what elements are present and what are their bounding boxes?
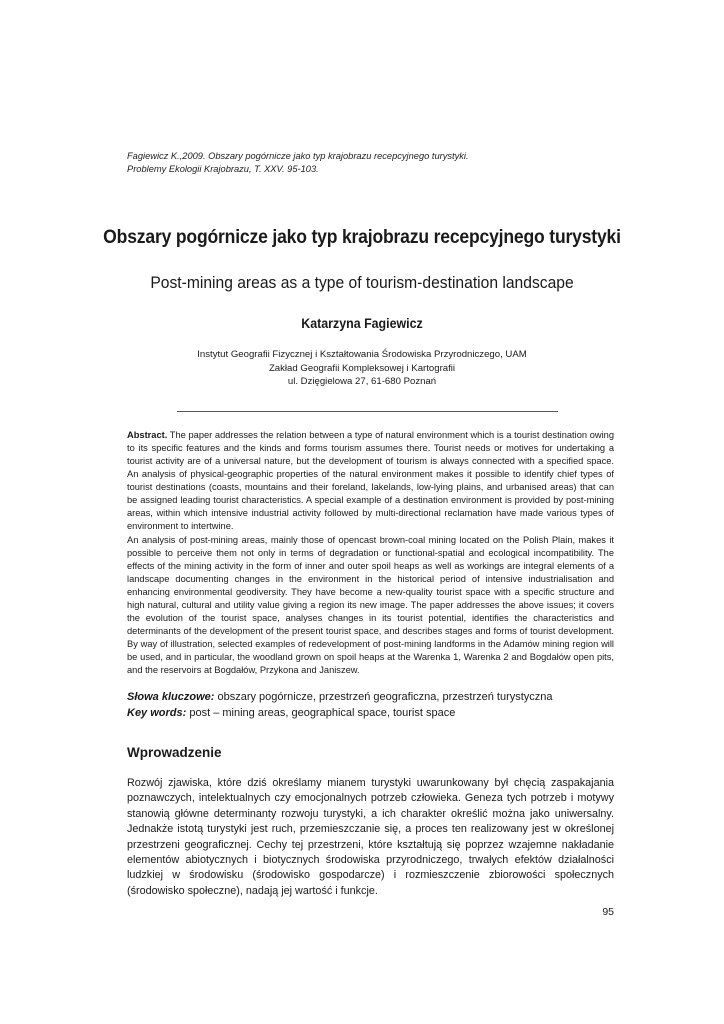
abstract-text-1: The paper addresses the relation between a type of natural environment which is a tourist destination owing to its specific features and the kinds and forms tourism assumes there. Tourist needs or motives for undertaking a tourist activity are of a universal nature, but the development of tourism is always connected with a specified space. An analysis of physical-geographic properties of the natural environment makes it possible to identify chief types of tourist destinations (coasts, mountains and their foreland, lakelands, low-lying plains, and urbanised areas) that can be assigned leading tourist characteristics. A special example of a destination environment is provided by post-mining areas, within which intensive industrial activity followed by multi-directional reclamation have made various types of environment to intertwine. xyxy=(127,430,614,531)
citation-line-2: Problemy Ekologii Krajobrazu, T. XXV. 95-103. xyxy=(127,164,319,174)
keywords-polish-text: obszary pogórnicze, przestrzeń geograficzna, przestrzeń turystyczna xyxy=(214,691,553,703)
paper-subtitle: Post-mining areas as a type of tourism-destination landscape xyxy=(150,273,574,292)
abstract-paragraph-1 xyxy=(127,429,614,533)
abstract-label: Abstract. xyxy=(127,430,168,440)
paper-title: Obszary pogórnicze jako typ krajobrazu recepcyjnego turystyki xyxy=(103,226,621,248)
keywords-polish-label: Słowa kluczowe: xyxy=(127,691,215,703)
author-name: Katarzyna Fagiewicz xyxy=(301,316,423,331)
citation xyxy=(127,150,469,176)
keywords-english-label: Key words: xyxy=(127,707,187,719)
citation-line-1: Fagiewicz K.,2009. Obszary pogórnicze jako typ krajobrazu recepcyjnego turystyki. xyxy=(127,151,469,161)
page-number: 95 xyxy=(602,906,614,918)
intro-paragraph: Rozwój zjawiska, które dziś określamy mianem turystyki uwarunkowany był chęcią zaspakajania poznawczych, intelektualnych czy emocjonalnych potrzeb człowieka. Geneza tych potrzeb i motywy stanowią główne determinanty rozwoju turystyki, a ich charakter określić można jako uniwersalny. Jednakże istotą turystyki jest ruch, przemieszczanie się, a proces ten realizowany jest w określonej przestrzeni geograficznej. Cechy tej przestrzeni, które kształtują się poprzez wzajemne nakładanie elementów abiotycznych i biotycznych środowiska przyrodniczego, trwałych efektów działalności ludzkiej w środowisku (środowisko gospodarcze) i rozmieszczenie zbiorowości społecznych (środowisko społeczne), nadają jej wartość i funkcje. xyxy=(127,777,614,897)
affiliation-line-1: Instytut Geografii Fizycznej i Kształtowania Środowiska Przyrodniczego, UAM xyxy=(197,349,527,360)
affiliation xyxy=(0,348,724,389)
affiliation-line-2: Zakład Geografii Kompleksowej i Kartografii xyxy=(268,362,456,374)
keywords-polish xyxy=(127,690,614,705)
abstract-paragraph-2: An analysis of post-mining areas, mainly those of opencast brown-coal mining located on the Polish Plain, makes it possible to perceive them not only in terms of degradation or functional-spatial and ecological incompatibility. The effects of the mining activity in the form of inner and outer spoil heaps as well as workings are integral elements of a landscape documenting changes in the environment in the historical period of intensive industrialisation and enhancing environmental geodiversity. They have become a new-quality tourist space with a specific structure and high natural, cultural and utility value giving a region its new image. The paper addresses the above issues; it covers the evolution of the tourist space, analyses changes in its tourist potential, identifies the characteristics and determinants of the development of the present tourist space, and describes stages and forms of tourist development. By way of illustration, selected examples of redevelopment of post-mining landforms in the Adamów mining region will be used, and in particular, the woodland grown on spoil heaps at the Warenka 1, Warenka 2 and Bogdałów open pits, and the reservoirs at Bogdałów, Przykona and Janiszew. xyxy=(127,535,614,675)
divider-rule xyxy=(177,411,558,412)
keywords-english-text: post – mining areas, geographical space, tourist space xyxy=(186,707,456,719)
section-heading: Wprowadzenie xyxy=(127,745,222,760)
keywords-english xyxy=(127,706,614,721)
affiliation-line-3: ul. Dzięgielowa 27, 61-680 Poznań xyxy=(287,376,437,387)
